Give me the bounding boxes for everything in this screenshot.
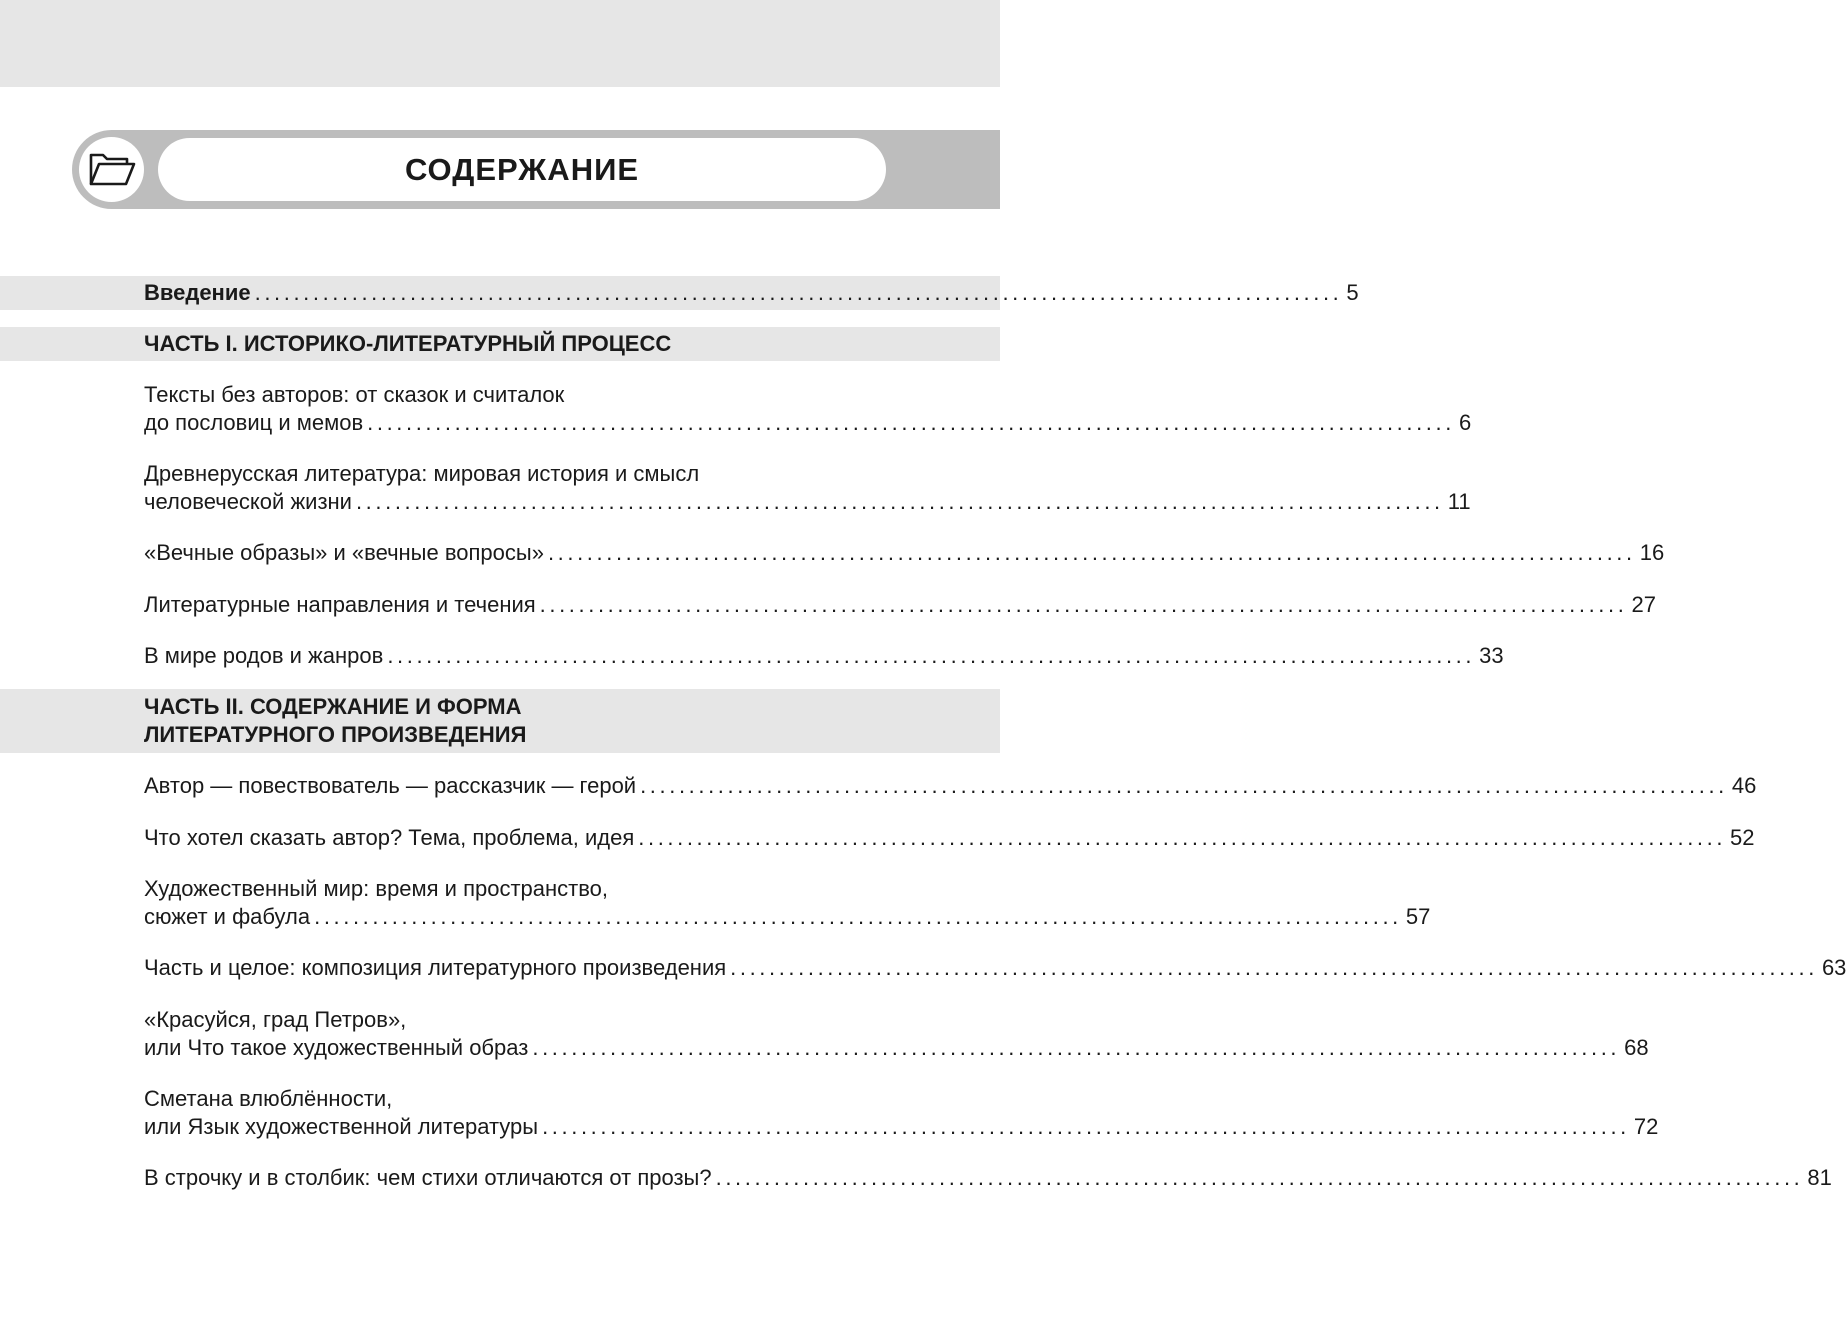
- toc-entry[interactable]: [144, 1006, 1649, 1062]
- part2-heading-line2: ЛИТЕРАТУРНОГО ПРОИЗВЕДЕНИЯ: [144, 722, 527, 747]
- top-band: [0, 0, 1000, 87]
- leader-dots: ................................................................................................................: [715, 1165, 1804, 1190]
- leader-dots: ................................................................................................................: [387, 643, 1476, 668]
- toc-entry-page: 27: [1631, 592, 1656, 617]
- toc-entry-title: Что хотел сказать автор? Тема, проблема, идея: [144, 825, 635, 850]
- toc-entry[interactable]: [144, 1164, 1832, 1192]
- page-title: СОДЕРЖАНИЕ: [404, 152, 640, 187]
- toc-entry-title-line2: или Что такое художественный образ: [144, 1035, 529, 1060]
- toc-entry-title-line1: Сметана влюблённости,: [144, 1086, 393, 1111]
- toc-entry-title: Введение: [144, 280, 251, 305]
- toc-entry-title: В строчку и в столбик: чем стихи отличаются от прозы?: [144, 1165, 712, 1190]
- toc-entry-title-line1: Древнерусская литература: мировая история и смысл: [144, 461, 700, 486]
- leader-dots: ................................................................................................................: [539, 592, 1628, 617]
- toc-entry-title-line2: сюжет и фабула: [144, 904, 311, 929]
- toc-entry[interactable]: [144, 642, 1504, 670]
- toc-entry-title: «Вечные образы» и «вечные вопросы»: [144, 540, 544, 565]
- icon-badge: [79, 137, 144, 202]
- toc-entry[interactable]: [144, 591, 1656, 619]
- toc-entry-intro[interactable]: [144, 279, 1359, 307]
- toc-entry[interactable]: [144, 381, 1472, 437]
- toc-entry-title: Часть и целое: композиция литературного произведения: [144, 955, 727, 980]
- leader-dots: ................................................................................................................: [355, 489, 1444, 514]
- toc-entry-page: 52: [1730, 825, 1755, 850]
- toc-entry-title-line2: человеческой жизни: [144, 489, 352, 514]
- toc-entry-page: 72: [1633, 1114, 1659, 1139]
- folder-icon: [88, 151, 136, 187]
- leader-dots: ................................................................................................................: [254, 280, 1343, 305]
- toc-entry-page: 6: [1458, 410, 1472, 435]
- toc-entry[interactable]: [144, 460, 1471, 516]
- part2-heading-line1: ЧАСТЬ II. СОДЕРЖАНИЕ И ФОРМА: [144, 694, 522, 719]
- toc-entry-page: 68: [1624, 1035, 1649, 1060]
- leader-dots: ................................................................................................................: [638, 825, 1727, 850]
- toc-entry-title-line1: Художественный мир: время и пространство,: [144, 876, 609, 901]
- toc-entry-title-line1: Тексты без авторов: от сказок и считалок: [144, 382, 565, 407]
- toc-entry-page: 63: [1821, 955, 1846, 980]
- leader-dots: ................................................................................................................: [542, 1114, 1630, 1139]
- toc-entry[interactable]: [144, 954, 1846, 982]
- toc-entry[interactable]: [144, 824, 1755, 852]
- leader-dots: ................................................................................................................: [367, 410, 1455, 435]
- toc-entry-page: 16: [1639, 540, 1665, 565]
- toc-entry[interactable]: [144, 772, 1757, 800]
- toc-entry-title-line1: «Красуйся, град Петров»,: [144, 1007, 407, 1032]
- part1-heading: ЧАСТЬ I. ИСТОРИКО-ЛИТЕРАТУРНЫЙ ПРОЦЕСС: [144, 331, 672, 356]
- toc-entry-title: Автор — повествователь — рассказчик — герой: [144, 773, 637, 798]
- toc-entry-page: 57: [1405, 904, 1431, 929]
- toc-entry-page: 33: [1479, 643, 1504, 668]
- part2-heading: [144, 693, 904, 749]
- toc-entry-page: 46: [1731, 773, 1757, 798]
- toc-entry-page: 11: [1447, 489, 1471, 514]
- leader-dots: ................................................................................................................: [547, 540, 1636, 565]
- toc-entry[interactable]: [144, 539, 1665, 567]
- leader-dots: ................................................................................................................: [730, 955, 1818, 980]
- toc-entry-page: 81: [1807, 1165, 1832, 1190]
- toc-entry-title-line2: до пословиц и мемов: [144, 410, 364, 435]
- toc-entry-title: Литературные направления и течения: [144, 592, 536, 617]
- leader-dots: ................................................................................................................: [532, 1035, 1621, 1060]
- toc-entry[interactable]: [144, 875, 1431, 931]
- toc-entry-title: В мире родов и жанров: [144, 643, 384, 668]
- toc-entry[interactable]: [144, 1085, 1659, 1141]
- leader-dots: ................................................................................................................: [640, 773, 1728, 798]
- toc-entry-title-line2: или Язык художественной литературы: [144, 1114, 539, 1139]
- toc-entry-page: 5: [1346, 280, 1359, 305]
- leader-dots: ................................................................................................................: [314, 904, 1402, 929]
